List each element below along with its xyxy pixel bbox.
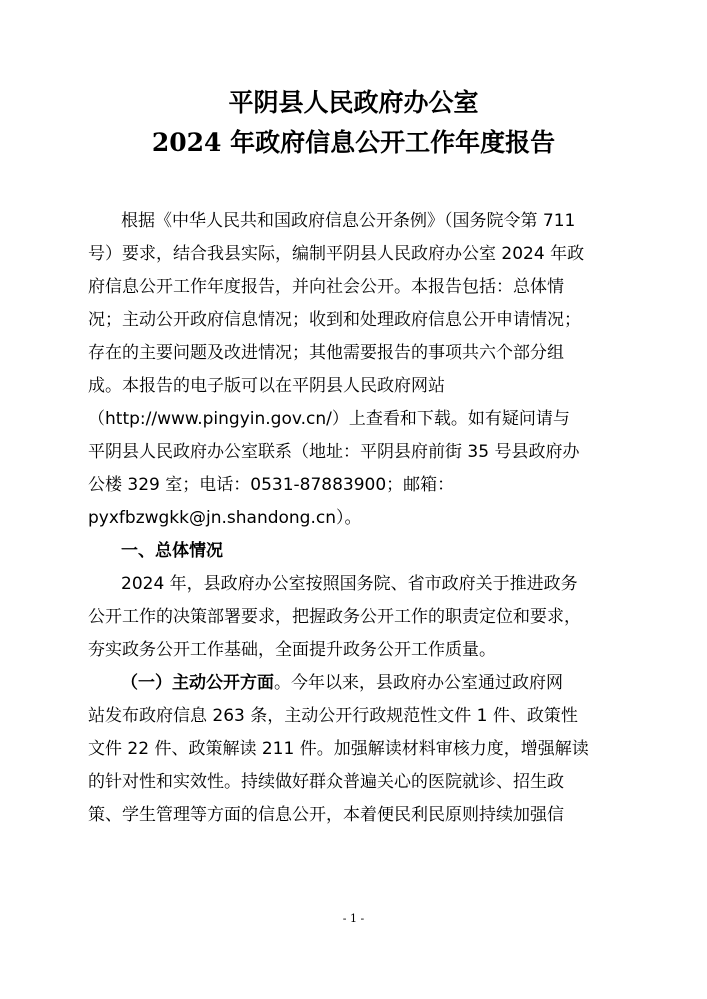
title-line-1: 平阴县人民政府办公室 [228,88,479,117]
overview-line: 公开工作的决策部署要求，把握政务公开工作的职责定位和要求， [88,607,581,627]
intro-line: pyxfbzwgkk@jn.shandong.cn）。 [88,508,362,528]
intro-line: 况；主动公开政府信息情况；收到和处理政府信息公开申请情况； [88,310,581,330]
active-disclosure-line: 策、学生管理等方面的信息公开，本着便民利民原则持续加强信 [88,805,564,825]
title-line-2: 2024 年政府信息公开工作年度报告 [151,128,556,157]
active-disclosure-text: 。今年以来，县政府办公室通过政府网 [274,673,563,693]
intro-line: 公楼 329 室；电话：0531-87883900；邮箱： [88,475,455,495]
overview-line: 2024 年，县政府办公室按照国务院、省市政府关于推进政务 [121,574,578,594]
overview-line: 夯实政务公开工作基础，全面提升政务公开工作质量。 [88,640,496,660]
page-number: - 1 - [342,912,365,925]
subheading-active-disclosure: （一）主动公开方面 [121,673,274,693]
active-disclosure-line: 文件 22 件、政策解读 211 件。加强解读材料审核力度，增强解读 [88,739,589,759]
intro-line: 根据《中华人民共和国政府信息公开条例》（国务院令第 711 [121,211,576,231]
active-disclosure-line: 站发布政府信息 263 条，主动公开行政规范性文件 1 件、政策性 [88,706,578,726]
intro-line: 平阴县人民政府办公室联系（地址：平阴县府前街 35 号县政府办 [88,442,580,462]
intro-line: 号）要求，结合我县实际，编制平阴县人民政府办公室 2024 年政 [88,244,585,264]
intro-line: 存在的主要问题及改进情况；其他需要报告的事项共六个部分组 [88,343,564,363]
section-heading-overview: 一、总体情况 [121,541,223,561]
active-disclosure-line: 的针对性和实效性。持续做好群众普遍关心的医院就诊、招生政 [88,772,564,792]
intro-line: （http://www.pingyin.gov.cn/）上查看和下载。如有疑问请与 [88,409,570,429]
intro-line: 府信息公开工作年度报告，并向社会公开。本报告包括：总体情 [88,277,564,297]
intro-line: 成。本报告的电子版可以在平阴县人民政府网站 [88,376,445,396]
active-disclosure-first-line [121,672,563,694]
